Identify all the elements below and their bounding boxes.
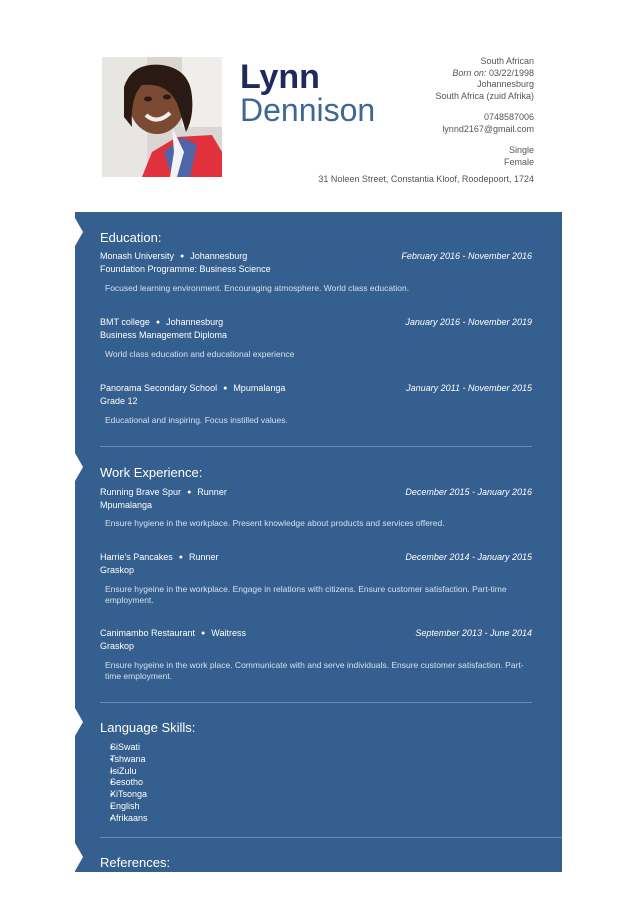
section-marker — [75, 453, 83, 481]
list-item: • Sesotho — [110, 777, 148, 789]
work-position: Runner — [197, 487, 227, 497]
first-name: Lynn — [240, 58, 320, 96]
list-item: • SiSwati — [110, 742, 148, 754]
content-panel — [75, 212, 562, 872]
education-entry-1-header: Monash University ● Johannesburg — [100, 251, 248, 261]
phone: 0748587006 — [483, 112, 534, 122]
work-employer: Running Brave Spur — [100, 487, 182, 497]
born-label: Born on: — [452, 67, 487, 78]
work-location: Graskop — [100, 641, 135, 651]
education-org: Panorama Secondary School — [100, 383, 218, 393]
work-entry-1-header: Running Brave Spur ● Runner — [100, 487, 227, 497]
work-employer: Canimambo Restaurant — [100, 628, 196, 638]
city: Johannesburg — [476, 79, 534, 89]
education-role: Foundation Programme: Business Science — [100, 264, 271, 274]
work-description: Ensure hygiene in the workplace. Present knowledge about products and services offered. — [105, 518, 445, 528]
birth-date: 03/22/1998 — [488, 67, 534, 78]
section-divider — [100, 702, 532, 703]
education-entry-2-header: BMT college ● Johannesburg — [100, 317, 224, 327]
education-dates: January 2011 - November 2015 — [406, 383, 532, 393]
nationality: South African — [480, 56, 534, 66]
list-item: • Afrikaans — [110, 813, 148, 825]
work-location: Graskop — [100, 565, 135, 575]
references-title: References: — [100, 855, 171, 870]
education-description: Educational and inspiring. Focus instilled values. — [105, 415, 288, 425]
section-divider — [100, 446, 532, 447]
gender: Female — [503, 156, 534, 167]
education-place: Johannesburg — [166, 317, 224, 327]
education-place: Mpumalanga — [233, 383, 286, 393]
education-org: Monash University — [100, 251, 175, 261]
section-marker — [75, 708, 83, 736]
birth-date-line — [435, 68, 534, 80]
section-divider — [100, 837, 562, 838]
list-item: • XiTsonga — [110, 789, 148, 801]
work-description: Ensure hygeine in the workplace. Engage in relations with citizens. Ensure customer satisfaction. Part-time employment. — [105, 584, 507, 605]
education-description: World class education and educational experience — [105, 349, 295, 359]
work-position: Runner — [188, 552, 219, 562]
work-entry-3-header: Canimambo Restaurant ● Waitress — [100, 628, 246, 638]
education-role: Business Management Diploma — [100, 330, 228, 340]
education-role: Grade 12 — [100, 396, 138, 406]
work-title: Work Experience: — [100, 465, 203, 480]
candidate-name — [240, 60, 375, 126]
work-dates: December 2014 - January 2015 — [405, 552, 532, 562]
profile-photo-image — [102, 57, 222, 177]
email: lynnd2167@gmail.com — [442, 123, 534, 134]
education-dates: February 2016 - November 2016 — [401, 251, 532, 261]
education-place: Johannesburg — [190, 251, 248, 261]
list-item: • IsiZulu — [110, 766, 148, 778]
personal-info — [435, 56, 534, 168]
languages-title: Language Skills: — [100, 720, 196, 735]
work-dates: September 2013 - June 2014 — [415, 628, 532, 638]
education-dates: January 2016 - November 2019 — [405, 317, 532, 327]
education-title: Education: — [100, 230, 162, 245]
work-description: Ensure hygeine in the work place. Communicate with and serve individuals. Ensure customer satisfaction. Part-time employment. — [105, 660, 524, 681]
work-dates: December 2015 - January 2016 — [405, 487, 532, 497]
language-list — [100, 742, 148, 825]
education-org: BMT college — [100, 317, 150, 327]
work-location: Mpumalanga — [100, 500, 153, 510]
marital-status: Single — [508, 145, 534, 155]
section-marker — [75, 218, 83, 246]
address: 31 Noleen Street, Constantia Kloof, Roodepoort, 1724 — [318, 174, 534, 184]
list-item: • Tshwana — [110, 754, 148, 766]
education-description: Focused learning environment. Encouraging atmosphere. World class education. — [105, 283, 410, 293]
country: South Africa (zuid Afrika) — [435, 90, 534, 101]
list-item: • English — [110, 801, 148, 813]
profile-photo — [102, 57, 222, 177]
work-entry-2-header: Harrie's Pancakes ● Runner — [100, 552, 219, 562]
education-entry-3-header: Panorama Secondary School ● Mpumalanga — [100, 383, 286, 393]
work-employer: Harrie's Pancakes — [100, 552, 173, 562]
last-name: Dennison — [240, 92, 376, 128]
section-marker — [75, 843, 83, 871]
work-position: Waitress — [211, 628, 246, 638]
